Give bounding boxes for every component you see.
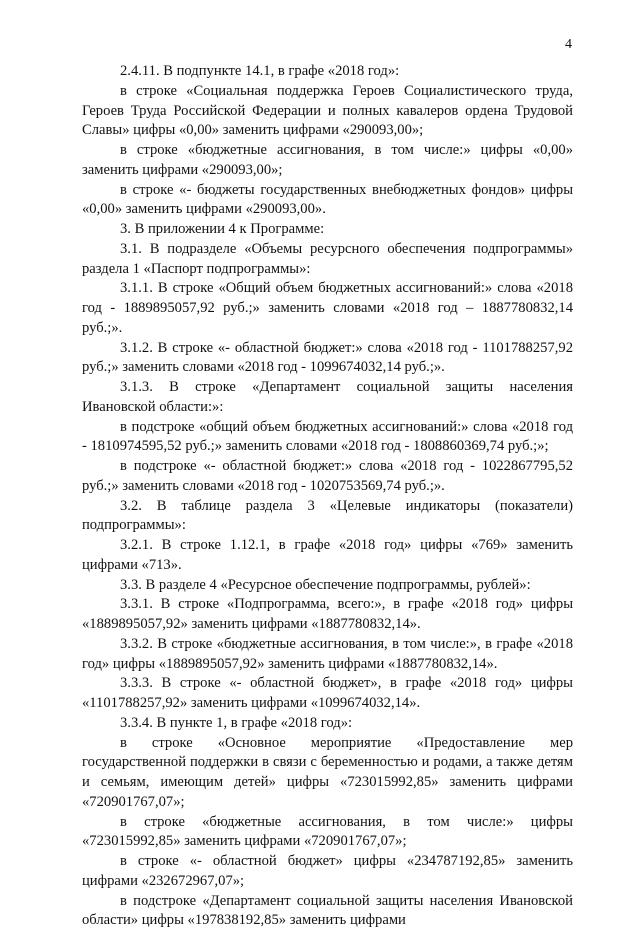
paragraph: 3.3.1. В строке «Подпрограмма, всего:», в графе «2018 год» цифры «1889895057,92» заменить цифрами «1887780832,14».: [82, 595, 573, 635]
paragraph: 3.2. В таблице раздела 3 «Целевые индикаторы (показатели) подпрограммы»:: [82, 497, 573, 537]
paragraph: в подстроке «Департамент социальной защиты населения Ивановской области» цифры «197838192,85» заменить цифрами: [82, 892, 573, 931]
paragraph: 3.1.3. В строке «Департамент социальной защиты населения Ивановской области:»:: [82, 378, 573, 418]
paragraph: в строке «Основное мероприятие «Предоставление мер государственной поддержки в связи с беременностью и родами, а также детям и семьям, имеющим детей» цифры «723015992,85» заменить цифрами «720901767,07»;: [82, 734, 573, 813]
paragraph: в строке «- областной бюджет» цифры «234787192,85» заменить цифрами «232672967,07»;: [82, 852, 573, 892]
paragraph: в строке «Социальная поддержка Героев Социалистического труда, Героев Труда Российской Федерации и полных кавалеров ордена Трудовой Славы» цифры «0,00» заменить цифрами «290093,00»;: [82, 82, 573, 141]
paragraph: в подстроке «- областной бюджет:» слова «2018 год - 1022867795,52 руб.;» заменить словами «2018 год - 1020753569,74 руб.;».: [82, 457, 573, 497]
paragraph: в подстроке «общий объем бюджетных ассигнований:» слова «2018 год - 1810974595,52 руб.;» заменить словами «2018 год - 1808860369,74 руб.;»;: [82, 418, 573, 458]
paragraph: 3.1.2. В строке «- областной бюджет:» слова «2018 год - 1101788257,92 руб.;» заменить словами «2018 год - 1099674032,14 руб.;».: [82, 339, 573, 379]
paragraph: 3. В приложении 4 к Программе:: [82, 220, 573, 240]
paragraph: в строке «- бюджеты государственных внебюджетных фондов» цифры «0,00» заменить цифрами «290093,00».: [82, 181, 573, 221]
page-number: 4: [565, 37, 572, 53]
paragraph: 2.4.11. В подпункте 14.1, в графе «2018 год»:: [82, 62, 573, 82]
document-body: [82, 62, 573, 931]
paragraph: 3.3.4. В пункте 1, в графе «2018 год»:: [82, 714, 573, 734]
paragraph: в строке «бюджетные ассигнования, в том числе:» цифры «723015992,85» заменить цифрами «720901767,07»;: [82, 813, 573, 853]
paragraph: 3.3.2. В строке «бюджетные ассигнования, в том числе:», в графе «2018 год» цифры «1889895057,92» заменить цифрами «1887780832,14».: [82, 635, 573, 675]
paragraph: 3.3. В разделе 4 «Ресурсное обеспечение подпрограммы, рублей»:: [82, 576, 573, 596]
paragraph: в строке «бюджетные ассигнования, в том числе:» цифры «0,00» заменить цифрами «290093,00»;: [82, 141, 573, 181]
paragraph: 3.1.1. В строке «Общий объем бюджетных ассигнований:» слова «2018 год - 1889895057,92 руб.;» заменить словами «2018 год – 1887780832,14 руб.;».: [82, 279, 573, 338]
paragraph: 3.3.3. В строке «- областной бюджет», в графе «2018 год» цифры «1101788257,92» заменить цифрами «1099674032,14».: [82, 674, 573, 714]
paragraph: 3.1. В подразделе «Объемы ресурсного обеспечения подпрограммы» раздела 1 «Паспорт подпрограммы»:: [82, 240, 573, 280]
paragraph: 3.2.1. В строке 1.12.1, в графе «2018 год» цифры «769» заменить цифрами «713».: [82, 536, 573, 576]
